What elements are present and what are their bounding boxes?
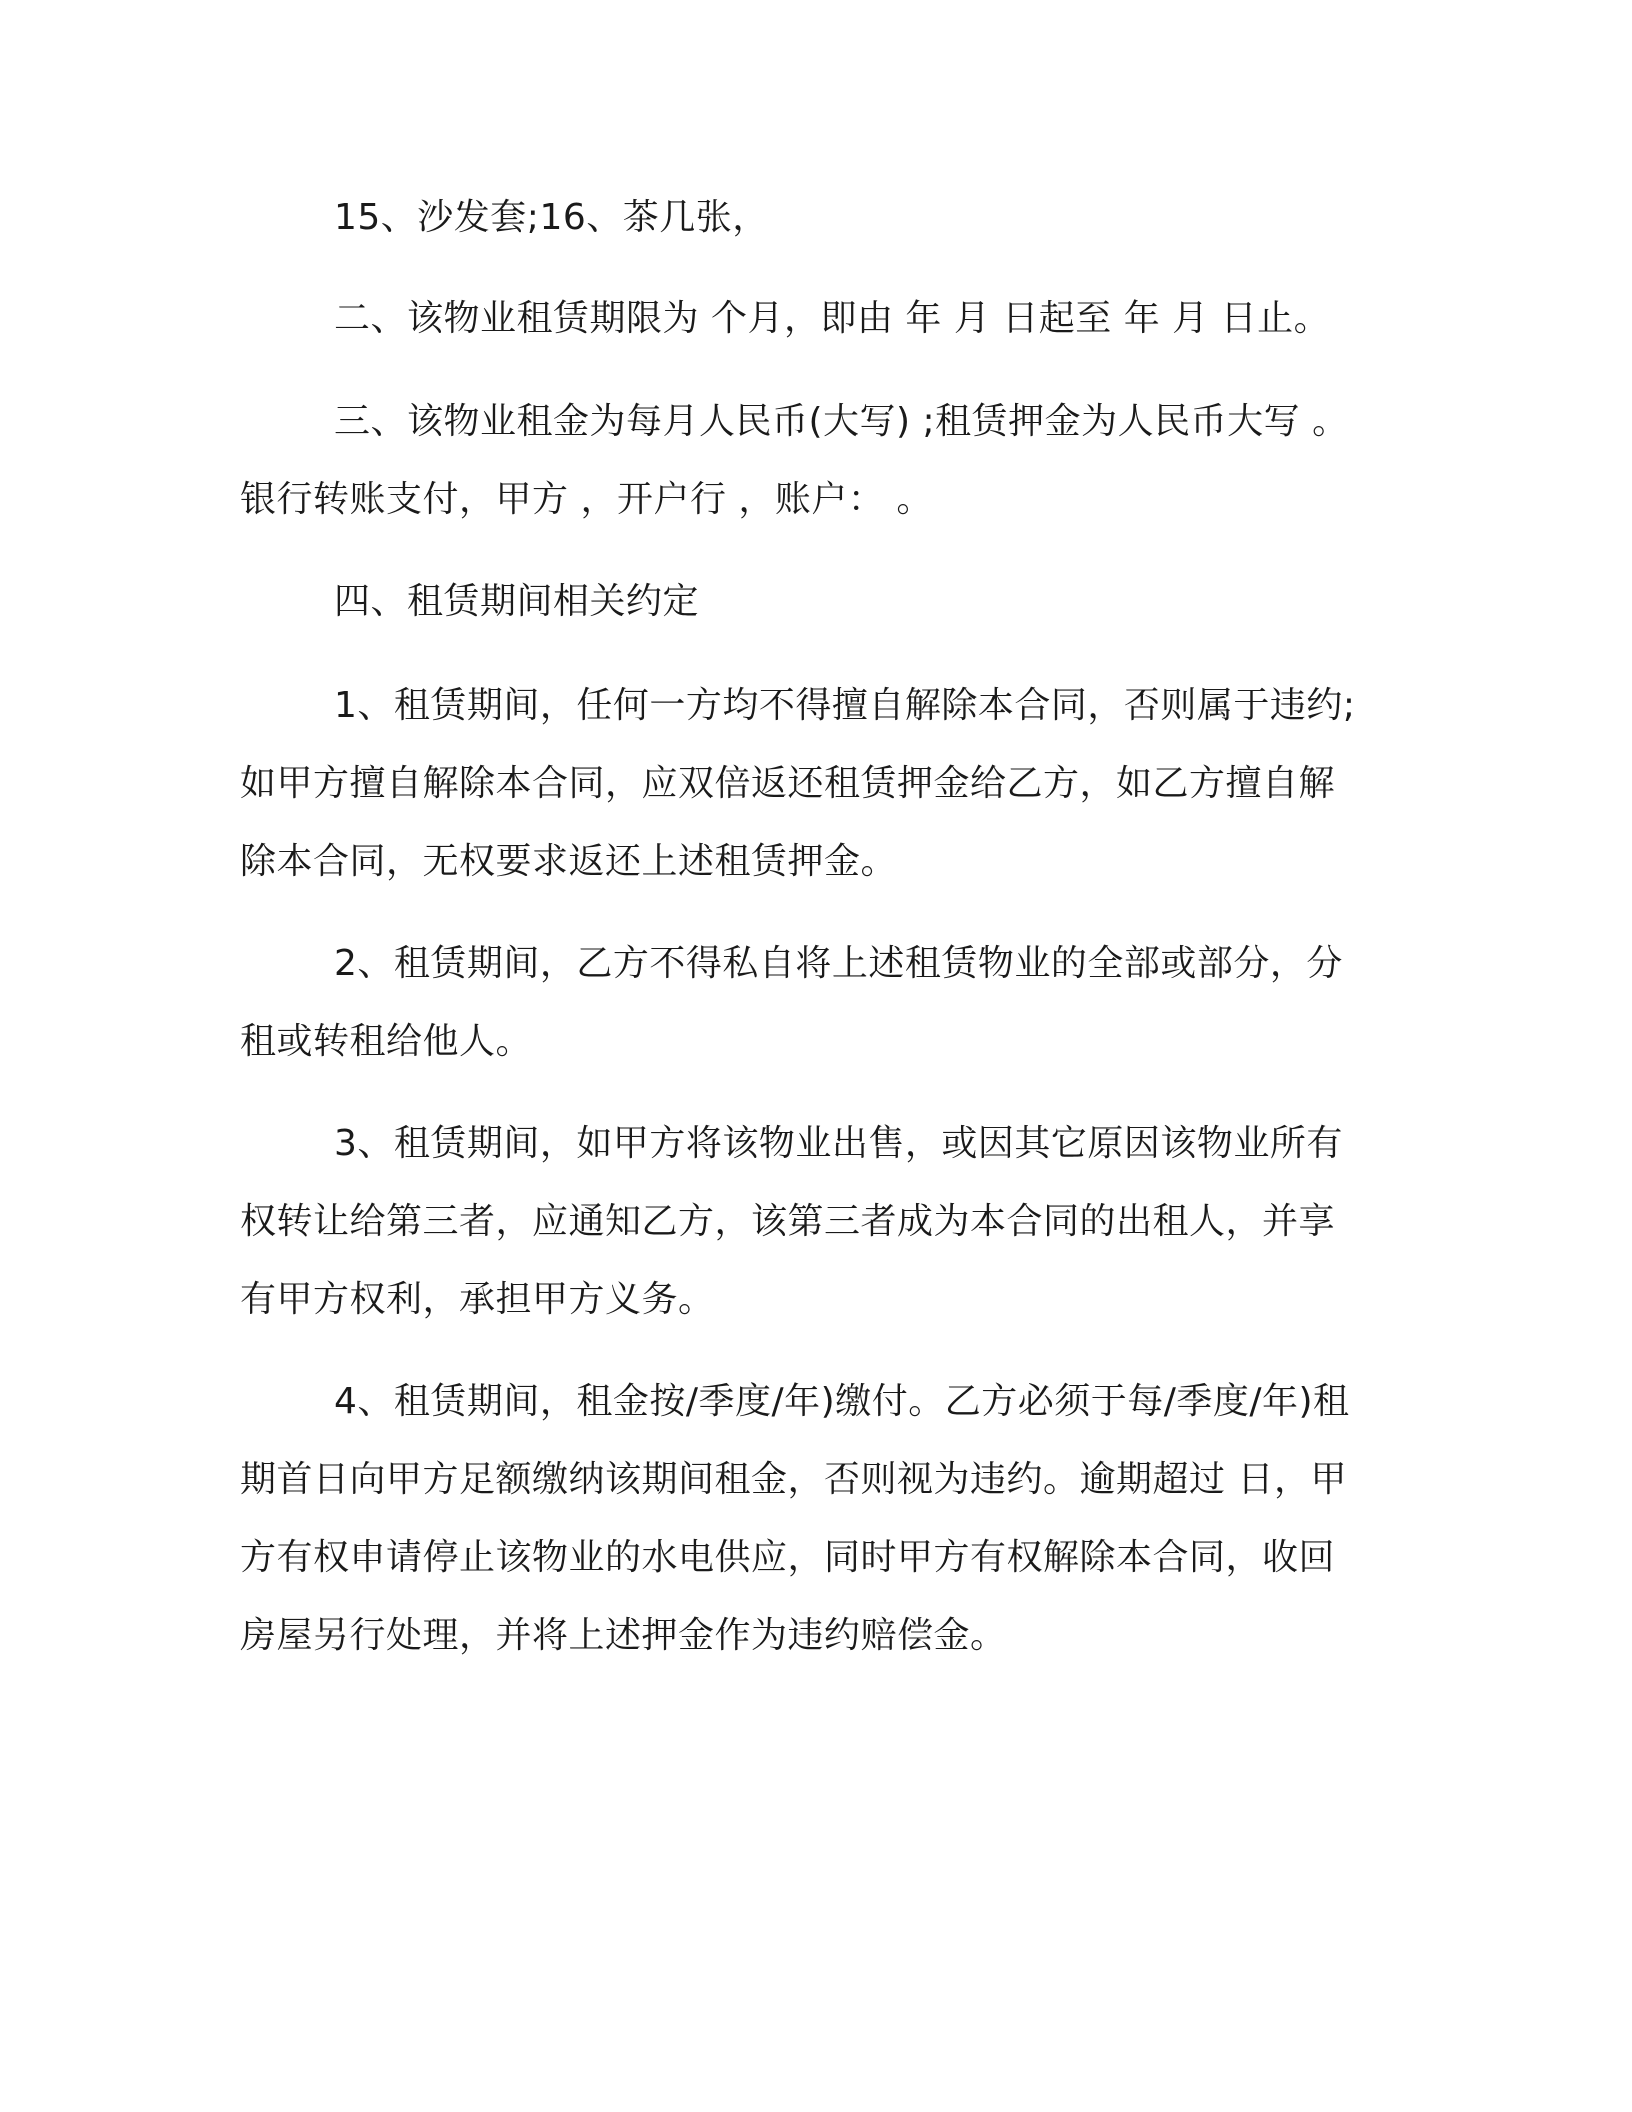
text-line: 3、租赁期间，如甲方将该物业出售，或因其它原因该物业所有	[334, 1123, 1343, 1164]
text-line: 2、租赁期间，乙方不得私自将上述租赁物业的全部或部分，分	[334, 943, 1343, 984]
text-line: 有甲方权利，承担甲方义务。	[240, 1279, 715, 1320]
section-heading: 四、租赁期间相关约定	[334, 581, 700, 622]
text-line: 如甲方擅自解除本合同，应双倍返还租赁押金给乙方，如乙方擅自解	[240, 763, 1336, 804]
text-line: 1、租赁期间，任何一方均不得擅自解除本合同，否则属于违约;	[334, 685, 1356, 726]
text-line: 二、该物业租赁期限为 个月，即由 年 月 日起至 年 月 日止。	[334, 298, 1331, 339]
text-line: 4、租赁期间，租金按/季度/年)缴付。乙方必须于每/季度/年)租	[334, 1381, 1350, 1422]
text-line: 银行转账支付，甲方 ，开户行 ，账户： 。	[240, 479, 933, 520]
text-line: 租或转租给他人。	[240, 1021, 533, 1062]
text-line: 除本合同，无权要求返还上述租赁押金。	[240, 841, 898, 882]
text-line: 期首日向甲方足额缴纳该期间租金，否则视为违约。逾期超过 日，甲	[240, 1459, 1347, 1500]
text-line: 权转让给第三者，应通知乙方，该第三者成为本合同的出租人，并享	[240, 1201, 1336, 1242]
text-line: 三、该物业租金为每月人民币(大写) ;租赁押金为人民币大写 。	[334, 401, 1349, 442]
text-line: 方有权申请停止该物业的水电供应，同时甲方有权解除本合同，收回	[240, 1537, 1336, 1578]
text-line: 房屋另行处理，并将上述押金作为违约赔偿金。	[240, 1615, 1007, 1656]
text-line: 15、沙发套;16、茶几张，	[334, 197, 769, 238]
